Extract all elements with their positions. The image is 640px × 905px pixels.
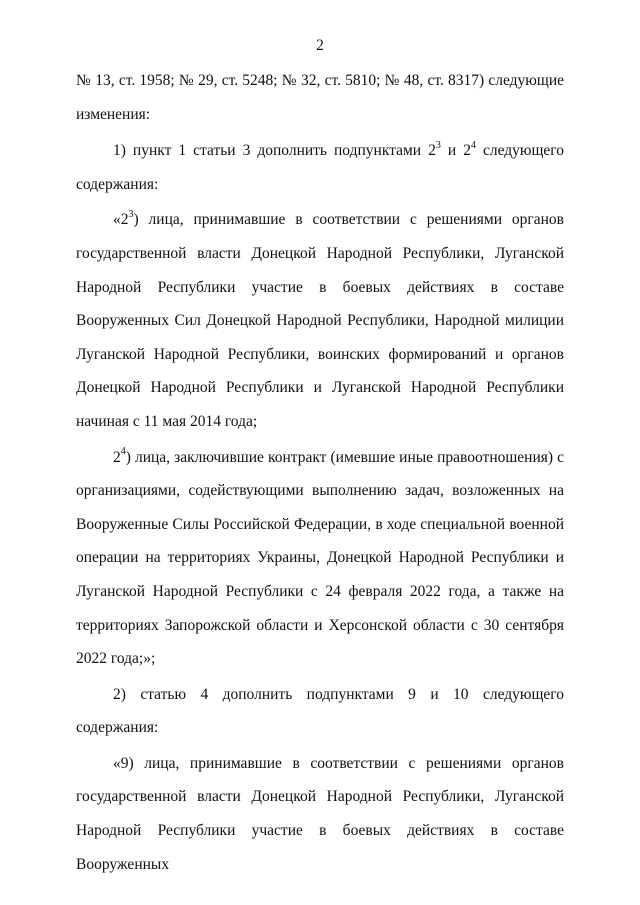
text-run: следующего содержания: (76, 142, 565, 193)
text-run: 1) пункт 1 статьи 3 дополнить подпунктами 2 (113, 142, 436, 160)
page-number: 2 (316, 37, 324, 54)
text-run: «2 (113, 211, 129, 229)
text-run: ) лица, заключившие контракт (имевшие иные правоотношения) с организациями, содействующими выполнению задач, возложенных на Вооруженные Силы Российской Федерации, в ходе специальной военной операции на территориях Украины, Донецкой Народной Республики и Луганской Народной Республики с 24 февраля 2022 года, а также на территориях Запорожской области и Херсонской области с 30 сентября 2022 года;»; (76, 448, 564, 668)
text-run: «9) лица, принимавшие в соответствии с решениями органов государственной власти Донецкой Народной Республики, Луганской Народной Республики участие в боевых действиях в составе Вооруженных (76, 754, 564, 873)
superscript-index: 3 (128, 209, 134, 221)
paragraph-item-1 (76, 134, 564, 201)
text-run: № 13, ст. 1958; № 29, ст. 5248; № 32, ст. 5810; № 48, ст. 8317) следующие изменения: (76, 72, 564, 123)
paragraph-subitem-9 (76, 747, 564, 881)
text-run: ) лица, принимавшие в соответствии с решениями органов государственной власти Донецкой Народной Республики, Луганской Народной Республики участие в боевых действиях в составе Вооруженных Сил Донецкой Народной Республики, Народной милиции Луганской Народной Республики, воинских формирований и органов Донецкой Народной Республики и Луганской Народной Республики начиная с 11 мая 2014 года; (76, 211, 564, 430)
document-body (76, 64, 564, 883)
superscript-index: 4 (470, 140, 476, 152)
text-run: 2) статью 4 дополнить подпунктами 9 и 10 следующего содержания: (76, 685, 564, 737)
superscript-index: 4 (120, 446, 126, 458)
superscript-index: 3 (435, 140, 441, 152)
paragraph-subitem-2-4 (76, 441, 564, 676)
paragraph-intro (76, 64, 564, 131)
paragraph-item-2 (76, 678, 564, 745)
text-run: 2 (113, 448, 121, 466)
paragraph-subitem-2-3 (76, 203, 564, 438)
text-run: и 2 (440, 142, 471, 160)
